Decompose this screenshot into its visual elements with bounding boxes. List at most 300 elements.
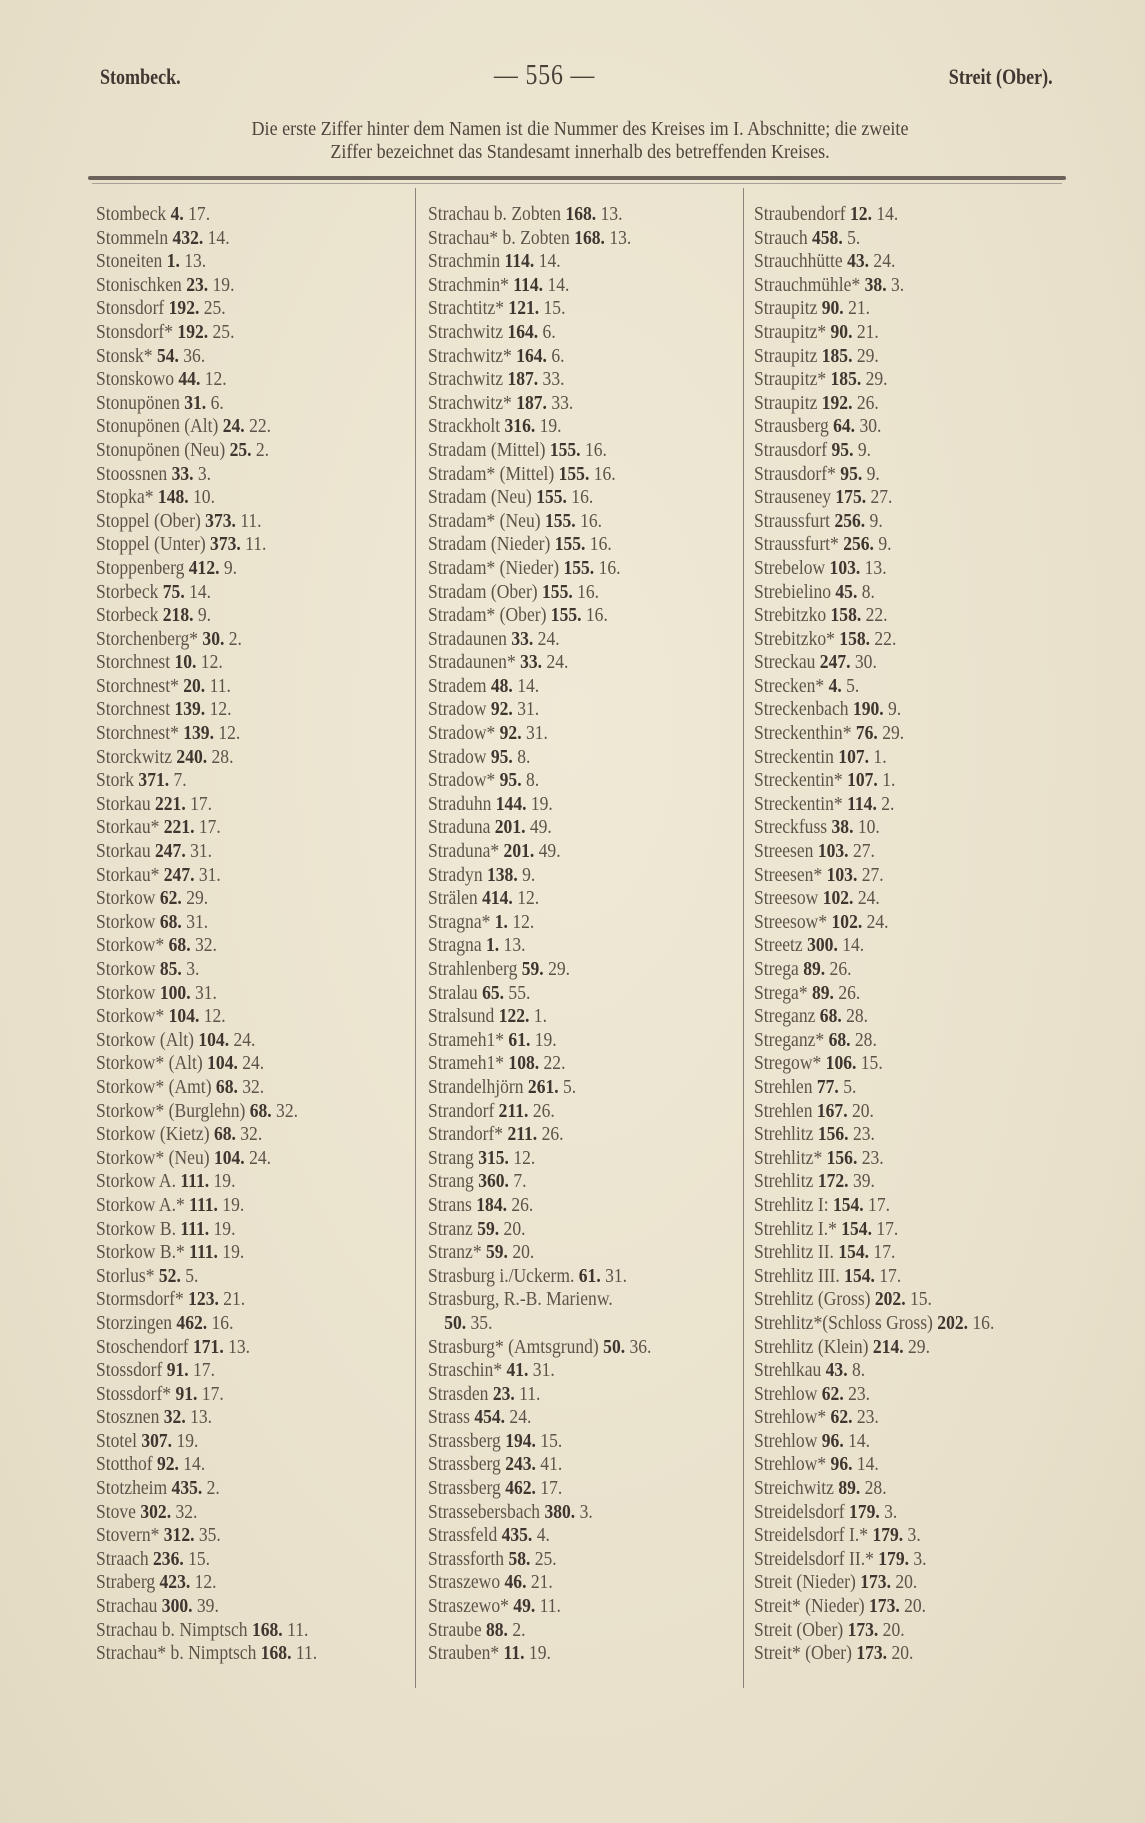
index-entry [96, 1218, 317, 1242]
district-number: 64. [833, 416, 856, 438]
district-number: 31. [184, 392, 207, 414]
index-entry [428, 816, 651, 840]
registry-office-number: 33. [542, 369, 565, 391]
registry-office-number: 15. [543, 298, 566, 320]
registry-office-number: 23. [856, 1407, 879, 1429]
district-number: 462. [176, 1312, 208, 1334]
registry-office-number: 14. [876, 204, 899, 225]
place-name: Strachau [96, 1596, 158, 1618]
district-number: 155. [544, 510, 576, 532]
index-entry [96, 816, 317, 840]
place-name: Strachau* b. Zobten [428, 227, 570, 249]
district-number: 50. [603, 1336, 626, 1358]
place-name: Streesow* [754, 911, 828, 933]
index-entry [428, 250, 651, 274]
registry-office-number: 31. [532, 1360, 555, 1382]
registry-office-number: 55. [508, 982, 531, 1004]
registry-office-number: 14. [856, 1454, 879, 1476]
district-number: 41. [506, 1360, 529, 1382]
district-number: 43. [825, 1360, 848, 1382]
registry-office-number: 22. [874, 628, 897, 650]
index-entry [96, 1194, 317, 1218]
district-number: 194. [505, 1430, 536, 1452]
place-name: Storkow B. [96, 1218, 176, 1240]
district-number: 1. [166, 251, 180, 273]
registry-office-number: 2. [881, 793, 895, 815]
district-number: 11. [503, 1643, 525, 1665]
index-entry [428, 911, 651, 935]
place-name: Strandorf [428, 1100, 495, 1122]
district-number: 114. [513, 274, 544, 296]
place-name: Stopka* [96, 487, 154, 509]
district-number: 1. [486, 935, 500, 957]
index-entry [96, 581, 317, 605]
index-entry [754, 297, 994, 321]
district-number: 202. [937, 1312, 969, 1334]
index-entry [96, 1548, 317, 1572]
index-entry [428, 1241, 651, 1265]
registry-office-number: 35. [470, 1312, 493, 1334]
place-name: Strassberg [428, 1454, 501, 1476]
district-number: 25. [229, 439, 252, 461]
district-number: 68. [819, 1006, 842, 1028]
place-name: Streidelsdorf [754, 1501, 845, 1523]
index-entry [754, 1218, 994, 1242]
registry-office-number: 14. [842, 935, 865, 957]
registry-office-number: 11. [287, 1619, 309, 1641]
district-number: 95. [831, 439, 854, 461]
district-number: 49. [513, 1596, 536, 1618]
district-number: 62. [821, 1383, 844, 1405]
place-name: Strehlitz III. [754, 1265, 840, 1287]
index-entry [754, 1406, 994, 1430]
registry-office-number: 23. [852, 1124, 875, 1146]
index-entry [754, 722, 994, 746]
index-entry [96, 1123, 317, 1147]
place-name: Streit (Ober) [754, 1619, 844, 1641]
place-name: Strang [428, 1171, 474, 1193]
place-name: Stotzheim [96, 1478, 168, 1500]
district-number: 76. [855, 723, 878, 745]
index-entry [96, 1265, 317, 1289]
place-name: Stoppel (Ober) [96, 510, 201, 532]
index-entry [96, 392, 317, 416]
district-number: 300. [807, 935, 838, 957]
index-entry [428, 1218, 651, 1242]
index-entry [428, 982, 651, 1006]
place-name: Storkow B.* [96, 1242, 185, 1264]
index-entry [754, 415, 994, 439]
registry-office-number: 16. [571, 487, 594, 509]
index-entry [754, 1501, 994, 1525]
registry-office-number: 20. [503, 1218, 526, 1240]
registry-office-number: 6. [542, 321, 556, 343]
index-entry [754, 321, 994, 345]
place-name: Stragna [428, 935, 482, 957]
district-number: 247. [163, 864, 195, 886]
registry-office-number: 9. [866, 463, 880, 485]
district-number: 103. [829, 557, 861, 579]
district-number: 38. [831, 817, 854, 839]
place-name: Storchnest [96, 652, 171, 674]
place-name: Storchnest [96, 699, 171, 721]
registry-office-number: 39. [852, 1171, 875, 1193]
place-name: Straszewo [428, 1572, 501, 1594]
district-number: 111. [180, 1218, 210, 1240]
registry-office-number: 31. [186, 911, 209, 933]
district-number: 312. [163, 1525, 195, 1547]
registry-office-number: 13. [503, 935, 526, 957]
place-name: Strehlitz II. [754, 1242, 834, 1264]
place-name: Strachwitz* [428, 392, 512, 414]
district-number: 218. [162, 605, 194, 627]
district-number: 20. [183, 675, 206, 697]
registry-office-number: 20. [512, 1242, 535, 1264]
registry-office-number: 24. [242, 1053, 265, 1075]
place-name: Strachtitz* [428, 298, 505, 320]
index-entry [96, 1406, 317, 1430]
district-number: 89. [812, 982, 834, 1004]
index-entry [96, 604, 317, 628]
registry-office-number: 24. [537, 628, 560, 650]
registry-office-number: 8. [525, 770, 540, 792]
registry-office-number: 24. [866, 911, 889, 933]
district-number: 412. [188, 557, 220, 579]
index-entry [428, 1147, 651, 1171]
page-number: — 556 — [494, 60, 596, 91]
place-name: Storlus* [96, 1265, 155, 1287]
index-entry [428, 1100, 651, 1124]
district-number: 172. [817, 1171, 849, 1193]
district-number: 92. [499, 723, 522, 745]
index-entry [96, 345, 317, 369]
place-name: Straach [96, 1548, 149, 1570]
place-name: Strega [754, 959, 799, 980]
district-number: 68. [213, 1124, 236, 1146]
index-entry [754, 1571, 994, 1595]
place-name: Stonupönen [96, 392, 180, 414]
place-name: Stonsdorf* [96, 321, 174, 343]
place-name: Straupitz [754, 298, 818, 320]
registry-office-number: 36. [183, 345, 206, 367]
place-name: Strassfeld [428, 1525, 498, 1547]
registry-office-number: 16. [584, 439, 607, 461]
district-number: 236. [153, 1548, 184, 1570]
index-entry [428, 1052, 651, 1076]
registry-office-number: 14. [189, 581, 212, 603]
district-number: 23. [492, 1383, 515, 1405]
district-number: 201. [503, 841, 535, 863]
registry-office-number: 28. [864, 1478, 887, 1500]
index-entry [96, 1571, 317, 1595]
index-entry [96, 1595, 317, 1619]
index-entry [428, 1477, 651, 1501]
district-number: 68. [249, 1100, 272, 1122]
registry-office-number: 26. [541, 1124, 564, 1146]
index-entry [428, 1359, 651, 1383]
index-entry [754, 1265, 994, 1289]
index-entry [96, 1170, 317, 1194]
index-entry [96, 274, 317, 298]
district-number: 316. [504, 416, 536, 438]
place-name: Storkau [96, 841, 151, 863]
index-entry [754, 1241, 994, 1265]
index-entry [428, 1453, 651, 1477]
index-entry [96, 486, 317, 510]
registry-office-number: 19. [528, 1643, 551, 1665]
index-entry [428, 1501, 651, 1525]
place-name: Strehlitz [754, 1171, 814, 1193]
district-number: 89. [803, 959, 826, 980]
index-entry [754, 392, 994, 416]
place-name: Strehlitz I.* [754, 1218, 837, 1240]
index-entry [96, 1336, 317, 1360]
place-name: Streckentin* [754, 793, 843, 815]
index-entry [428, 1288, 651, 1312]
place-name: Straszewo* [428, 1596, 509, 1618]
district-number: 62. [830, 1407, 853, 1429]
registry-office-number: 13. [600, 204, 623, 225]
place-name: Straupitz* [754, 321, 827, 343]
registry-office-number: 13. [228, 1336, 251, 1358]
registry-office-number: 20. [895, 1572, 918, 1594]
registry-office-number: 31. [198, 864, 221, 886]
district-number: 58. [508, 1548, 531, 1570]
registry-office-number: 3. [890, 274, 905, 296]
registry-office-number: 29. [186, 888, 209, 910]
place-name: Stoneiten [96, 251, 163, 273]
district-number: 221. [163, 817, 195, 839]
place-name: Stonsdorf [96, 298, 165, 320]
district-number: 187. [516, 392, 547, 414]
district-number: 68. [168, 935, 191, 957]
index-entry [96, 651, 317, 675]
district-number: 211. [507, 1124, 538, 1146]
registry-office-number: 14. [547, 274, 570, 296]
district-number: 179. [878, 1548, 909, 1570]
place-name: Storckwitz [96, 746, 173, 768]
index-entry [428, 698, 651, 722]
place-name: Strachmin* [428, 274, 509, 296]
place-name: Strega* [754, 982, 808, 1004]
index-entry [428, 1170, 651, 1194]
index-entry [428, 321, 651, 345]
index-entry [754, 1430, 994, 1454]
district-number: 155. [554, 534, 586, 556]
district-number: 91. [166, 1360, 189, 1382]
registry-office-number: 16. [593, 463, 616, 485]
index-entry [428, 1430, 651, 1454]
place-name: Streckfuss [754, 817, 828, 839]
registry-office-number: 11. [240, 510, 262, 532]
place-name: Storkow [96, 959, 156, 980]
registry-office-number: 19. [176, 1430, 199, 1452]
place-name: Straupitz [754, 392, 818, 414]
index-entry [428, 769, 651, 793]
place-name: Straubendorf [754, 204, 846, 225]
registry-office-number: 11. [209, 675, 231, 697]
district-number: 32. [163, 1407, 186, 1429]
district-number: 167. [816, 1100, 848, 1122]
intro-note [149, 118, 1011, 164]
place-name: Storbeck [96, 605, 159, 627]
index-entry [754, 1076, 994, 1100]
district-number: 187. [507, 369, 539, 391]
place-name: Strehlow* [754, 1407, 827, 1429]
index-entry [754, 439, 994, 463]
district-number: 261. [527, 1076, 559, 1098]
district-number: 173. [860, 1572, 891, 1594]
place-name: Storkau* [96, 817, 160, 839]
index-entry [96, 297, 317, 321]
district-number: 154. [838, 1242, 870, 1264]
registry-office-number: 11. [245, 534, 267, 556]
index-entry [428, 1265, 651, 1289]
district-number: 48. [490, 675, 513, 697]
district-number: 155. [536, 487, 567, 509]
place-name: Stoossnen [96, 463, 168, 485]
index-entry [96, 415, 317, 439]
intro-line-2: Ziffer bezeichnet das Standesamt innerhalb des betreffenden Kreises. [330, 141, 830, 163]
district-number: 300. [161, 1596, 193, 1618]
place-name: Storkow [96, 911, 156, 933]
registry-office-number: 9. [522, 864, 536, 886]
district-number: 168. [565, 204, 597, 225]
index-entry [754, 581, 994, 605]
running-head [100, 60, 1053, 100]
place-name: Stonskowo [96, 369, 175, 391]
registry-office-number: 2. [206, 1478, 220, 1500]
place-name: Streckentin [754, 746, 834, 768]
registry-office-number: 20. [882, 1619, 905, 1641]
registry-office-number: 19. [222, 1242, 245, 1264]
district-number: 92. [156, 1454, 179, 1476]
registry-office-number: 19. [222, 1194, 245, 1216]
index-entry [96, 203, 317, 227]
place-name: Strass [428, 1407, 470, 1429]
registry-office-number: 33. [551, 392, 574, 414]
district-number: 158. [830, 605, 862, 627]
district-number: 214. [872, 1336, 904, 1358]
place-name: Straussfurt* [754, 534, 839, 556]
district-number: 158. [839, 628, 871, 650]
index-entry [754, 982, 994, 1006]
district-number: 211. [498, 1100, 529, 1122]
registry-office-number: 27. [870, 487, 893, 509]
district-number: 373. [205, 510, 236, 532]
district-number: 46. [504, 1572, 527, 1594]
place-name: Strachau b. Nimptsch [96, 1619, 248, 1641]
index-entry [428, 793, 651, 817]
district-number: 121. [508, 298, 540, 320]
index-entry [428, 581, 651, 605]
place-name: Strauseney [754, 487, 832, 509]
district-number: 114. [847, 793, 877, 815]
district-number: 247. [819, 652, 851, 674]
index-entry [428, 1548, 651, 1572]
index-entry [428, 439, 651, 463]
place-name: Stregow* [754, 1053, 822, 1075]
district-number: 247. [154, 841, 186, 863]
place-name: Stralsund [428, 1006, 495, 1028]
index-entry [428, 1595, 651, 1619]
district-number: 154. [844, 1265, 875, 1287]
index-entry [754, 1477, 994, 1501]
index-entry [754, 1194, 994, 1218]
registry-office-number: 32. [276, 1100, 298, 1122]
district-number: 114. [504, 251, 535, 273]
district-number: 221. [154, 793, 186, 815]
district-number: 102. [831, 911, 863, 933]
district-number: 380. [544, 1501, 576, 1523]
district-number: 190. [852, 699, 884, 721]
district-number: 432. [172, 227, 204, 249]
registry-office-number: 21. [848, 298, 871, 320]
district-number: 33. [520, 652, 543, 674]
district-number: 302. [140, 1501, 172, 1523]
index-entry [96, 675, 317, 699]
district-number: 107. [838, 746, 870, 768]
district-number: 184. [476, 1194, 507, 1216]
district-number: 192. [168, 298, 200, 320]
index-entry [428, 746, 651, 770]
place-name: Stonsk* [96, 345, 153, 367]
index-entry [96, 1005, 317, 1029]
index-entry [754, 1005, 994, 1029]
place-name: Straupitz* [754, 369, 827, 391]
registry-office-number: 24. [857, 888, 880, 910]
registry-office-number: 25. [212, 321, 235, 343]
registry-office-number: 2. [255, 439, 270, 461]
index-entry [96, 1076, 317, 1100]
place-name: Streesow [754, 888, 819, 910]
header-rule-thin [92, 183, 1062, 184]
district-number: 68. [828, 1029, 851, 1051]
registry-office-number: 26. [856, 392, 879, 414]
district-number: 96. [821, 1430, 844, 1452]
registry-office-number: 26. [511, 1194, 534, 1216]
place-name: Stormsdorf* [96, 1289, 184, 1311]
registry-office-number: 17. [201, 1383, 224, 1405]
place-name: Strebitzko [754, 605, 827, 627]
place-name: Straduna [428, 817, 491, 839]
registry-office-number: 32. [240, 1124, 263, 1146]
index-entry [428, 1524, 651, 1548]
index-entry [754, 1123, 994, 1147]
place-name: Stotthof [96, 1454, 153, 1476]
registry-office-number: 3. [579, 1501, 593, 1523]
district-number: 68. [159, 911, 182, 933]
registry-office-number: 8. [861, 581, 875, 603]
registry-office-number: 12. [200, 652, 223, 674]
index-entry [96, 1501, 317, 1525]
district-number: 90. [821, 298, 844, 320]
place-name: Strauben* [428, 1643, 500, 1665]
index-entry [96, 250, 317, 274]
place-name: Stradam* (Mittel) [428, 463, 555, 485]
index-entry [754, 1170, 994, 1194]
place-name: Stradyn [428, 864, 483, 886]
index-entry [96, 1241, 317, 1265]
index-entry [754, 698, 994, 722]
place-name: Streckenbach [754, 699, 849, 721]
index-entry [754, 1052, 994, 1076]
district-number: 179. [872, 1525, 904, 1547]
registry-office-number: 14. [517, 675, 540, 697]
place-name: Strauchhütte [754, 251, 843, 273]
place-name: Storkow* (Burglehn) [96, 1100, 246, 1122]
index-entry [428, 604, 651, 628]
